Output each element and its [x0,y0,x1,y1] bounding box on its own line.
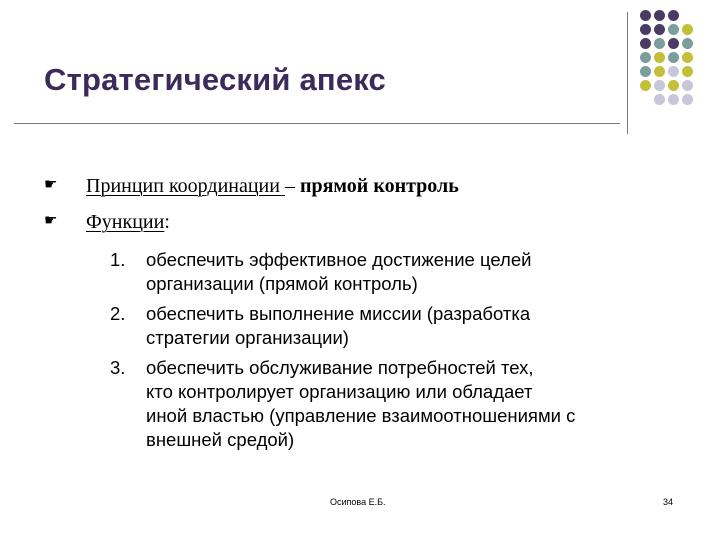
list-item-number: 3. [110,357,126,378]
dot [668,24,679,35]
list-item-line: обеспечить обслуживание потребностей тех, [146,357,534,378]
list-item-line: стратегии организации) [146,327,349,348]
dot [682,52,693,63]
list-item [110,302,690,350]
list-item-number: 1. [110,249,126,270]
dot [654,24,665,35]
dot [668,10,679,21]
list-item-line: внешней средой) [146,429,295,450]
dot [654,52,665,63]
dot [682,66,693,77]
dot [682,24,693,35]
dot [668,66,679,77]
list-item-line: кто контролирует организацию или обладает [146,381,533,402]
dot [682,80,693,91]
dot [640,24,651,35]
dot [654,66,665,77]
bullet-underlined-text: Функции [86,211,165,233]
list-item [110,248,690,296]
list-item-line: обеспечить выполнение миссии (разработка [146,303,531,324]
dot [668,38,679,49]
dot [640,52,651,63]
dot [668,80,679,91]
title-underline-divider [14,123,620,124]
vertical-divider [627,12,628,134]
dot [654,10,665,21]
dot [654,38,665,49]
dot [654,94,665,105]
dot [668,94,679,105]
dot [682,94,693,105]
bullet-text [86,175,459,198]
footer-author: Осипова Е.Б. [330,497,386,507]
bullet-colon: : [164,211,170,233]
list-item-line: иной властью (управление взаимоотношениями с [146,405,576,426]
page-number: 34 [663,497,674,507]
functions-numbered-list [110,248,690,458]
list-item [110,356,690,452]
dot [654,80,665,91]
dot [640,66,651,77]
list-item-line: обеспечить эффективное достижение целей [146,249,532,270]
hand-pointing-icon: ☛ [44,175,58,193]
bullet-text [86,211,170,234]
dot [682,38,693,49]
slide-title: Стратегический апекс [44,62,387,97]
dot [668,52,679,63]
list-item-number: 2. [110,303,126,324]
dot [640,38,651,49]
hand-pointing-icon: ☛ [44,211,58,229]
dot [640,10,651,21]
list-item-line: организации (прямой контроль) [146,273,418,294]
dot [640,80,651,91]
bullet-dash: – [284,175,300,197]
bullet-bold-text: прямой контроль [299,175,459,197]
bullet-underlined-text: Принцип координации [86,175,285,197]
